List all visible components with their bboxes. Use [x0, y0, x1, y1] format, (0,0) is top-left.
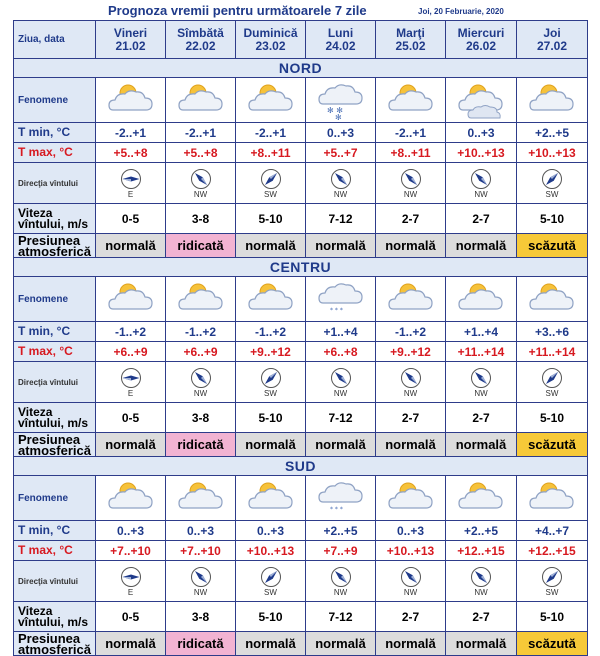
row-label-presiunea: Presiunea atmosferică — [14, 433, 96, 457]
pressure-value: normală — [96, 433, 166, 457]
tmax-value: +8..+11 — [376, 143, 446, 163]
weather-cell — [446, 78, 517, 123]
cloud-snow-light-icon — [306, 478, 375, 518]
wind-direction-cell — [166, 362, 236, 403]
wind-speed-value: 2-7 — [376, 403, 446, 433]
tmax-value: +5..+8 — [96, 143, 166, 163]
tmax-value: +10..+13 — [376, 541, 446, 561]
wind-speed-value: 0-5 — [96, 602, 166, 632]
pressure-value: normală — [446, 632, 517, 656]
svg-text:✻: ✻ — [334, 113, 342, 120]
day-name: Vineri — [113, 25, 148, 40]
partly-cloudy-icon — [166, 80, 235, 120]
row-label-viteza: Viteza vîntului, m/s — [14, 403, 96, 433]
day-header — [376, 21, 446, 59]
partly-cloudy-icon — [236, 279, 305, 319]
tmin-value: 0..+3 — [236, 521, 306, 541]
partly-cloudy-icon — [236, 80, 305, 120]
wind-direction-cell — [96, 163, 166, 204]
row-label-directia: Direcţia vîntului — [14, 561, 96, 602]
tmax-value: +10..+13 — [236, 541, 306, 561]
day-header — [166, 21, 236, 59]
row-label-fenomene: Fenomene — [14, 476, 96, 521]
wind-direction-cell — [517, 163, 588, 204]
weather-cell — [96, 277, 166, 322]
day-date: 21.02 — [115, 38, 146, 53]
compass-icon — [446, 566, 516, 588]
partly-cloudy-icon — [236, 478, 305, 518]
row-label-tmax: T max, °C — [14, 342, 96, 362]
tmin-value: +2..+5 — [306, 521, 376, 541]
tmin-value: -2..+1 — [166, 123, 236, 143]
day-header — [236, 21, 306, 59]
compass-icon — [236, 566, 305, 588]
phenomena-row — [14, 476, 588, 521]
wind-direction-cell — [306, 362, 376, 403]
wind-speed-value: 0-5 — [96, 204, 166, 234]
tmax-value: +10..+13 — [517, 143, 588, 163]
wind-speed-value: 5-10 — [517, 204, 588, 234]
wind-direction-cell — [376, 561, 446, 602]
pressure-row — [14, 433, 588, 457]
wind-direction-label: SW — [264, 388, 277, 398]
weather-cell — [236, 277, 306, 322]
tmin-value: +4..+7 — [517, 521, 588, 541]
pressure-value: scăzută — [517, 234, 588, 258]
day-header — [517, 21, 588, 59]
weather-cell — [96, 78, 166, 123]
partly-cloudy-icon — [446, 279, 516, 319]
compass-icon — [166, 367, 235, 389]
wind-direction-label: NW — [474, 189, 488, 199]
svg-text:* * *: * * * — [329, 307, 343, 314]
partly-cloudy-icon — [96, 478, 165, 518]
pressure-value: normală — [446, 433, 517, 457]
row-label-directia: Direcţia vîntului — [14, 163, 96, 204]
tmin-value: +1..+4 — [306, 322, 376, 342]
compass-icon — [96, 367, 165, 389]
wind-direction-label: SW — [545, 587, 559, 597]
wind-speed-value: 5-10 — [517, 602, 588, 632]
compass-icon — [517, 168, 587, 190]
weather-cell — [166, 78, 236, 123]
row-label-tmax: T max, °C — [14, 143, 96, 163]
day-header — [96, 21, 166, 59]
pressure-row — [14, 234, 588, 258]
weather-cell — [517, 277, 588, 322]
wind-speed-value: 7-12 — [306, 204, 376, 234]
wind-direction-label: E — [127, 388, 134, 398]
tmin-value: 0..+3 — [376, 521, 446, 541]
partly-cloudy-icon — [376, 478, 445, 518]
pressure-value: normală — [236, 234, 306, 258]
wind-direction-cell — [376, 163, 446, 204]
svg-text:✻ ✻: ✻ ✻ — [326, 106, 343, 115]
wind-speed-row — [14, 602, 588, 632]
wind-direction-label: NW — [193, 189, 208, 199]
weather-cell — [376, 476, 446, 521]
wind-direction-label: NW — [403, 189, 418, 199]
pressure-value: ridicată — [166, 234, 236, 258]
wind-speed-value: 2-7 — [446, 602, 517, 632]
wind-direction-cell — [166, 163, 236, 204]
pressure-value: normală — [446, 234, 517, 258]
tmax-value: +9..+12 — [376, 342, 446, 362]
wind-direction-label: NW — [403, 587, 418, 597]
region-name: CENTRU — [14, 258, 588, 277]
compass-icon — [166, 566, 235, 588]
row-label-viteza: Viteza vîntului, m/s — [14, 204, 96, 234]
wind-speed-value: 2-7 — [446, 403, 517, 433]
compass-icon — [376, 168, 445, 190]
forecast-table — [13, 20, 588, 656]
compass-icon — [306, 168, 375, 190]
wind-direction-label: SW — [545, 189, 559, 199]
phenomena-row — [14, 277, 588, 322]
wind-direction-row — [14, 561, 588, 602]
wind-direction-cell — [166, 561, 236, 602]
weather-cell — [376, 277, 446, 322]
partly-cloudy-icon — [517, 478, 587, 518]
row-label-tmin: T min, °C — [14, 322, 96, 342]
region-name: NORD — [14, 59, 588, 78]
phenomena-row — [14, 78, 588, 123]
row-label-tmin: T min, °C — [14, 123, 96, 143]
tmax-value: +6..+9 — [96, 342, 166, 362]
weather-cell — [236, 78, 306, 123]
partly-cloudy-icon — [166, 279, 235, 319]
compass-icon — [236, 367, 305, 389]
compass-icon — [96, 566, 165, 588]
wind-speed-value: 3-8 — [166, 602, 236, 632]
partly-cloudy-icon — [517, 80, 587, 120]
page-header — [0, 0, 600, 20]
wind-speed-value: 3-8 — [166, 403, 236, 433]
header-label: Ziua, data — [14, 21, 96, 59]
tmax-value: +11..+14 — [517, 342, 588, 362]
day-name: Duminică — [243, 25, 298, 40]
pressure-value: scăzută — [517, 632, 588, 656]
row-label-tmin: T min, °C — [14, 521, 96, 541]
wind-direction-label: SW — [264, 189, 277, 199]
wind-speed-row — [14, 204, 588, 234]
pressure-value: ridicată — [166, 433, 236, 457]
compass-icon — [376, 566, 445, 588]
tmax-value: +12..+15 — [517, 541, 588, 561]
tmin-value: -1..+2 — [166, 322, 236, 342]
wind-speed-value: 0-5 — [96, 403, 166, 433]
wind-direction-label: NW — [333, 388, 348, 398]
wind-direction-row — [14, 163, 588, 204]
compass-icon — [446, 367, 516, 389]
wind-speed-value: 3-8 — [166, 204, 236, 234]
wind-direction-label: NW — [403, 388, 418, 398]
pressure-value: normală — [236, 433, 306, 457]
tmin-value: 0..+3 — [306, 123, 376, 143]
day-name: Sîmbătă — [177, 25, 224, 40]
day-name: Luni — [327, 25, 354, 40]
tmin-value: -1..+2 — [96, 322, 166, 342]
compass-icon — [166, 168, 235, 190]
tmin-value: 0..+3 — [96, 521, 166, 541]
tmin-value: 0..+3 — [446, 123, 517, 143]
wind-speed-value: 5-10 — [236, 204, 306, 234]
weather-cell — [517, 78, 588, 123]
tmin-value: 0..+3 — [166, 521, 236, 541]
wind-speed-value: 2-7 — [376, 602, 446, 632]
partly-cloudy-icon — [517, 279, 587, 319]
tmax-value: +6..+8 — [306, 342, 376, 362]
partly-cloudy-icon — [376, 279, 445, 319]
tmin-value: -2..+1 — [96, 123, 166, 143]
cloud-snow-icon — [306, 80, 375, 120]
compass-icon — [517, 367, 587, 389]
wind-direction-cell — [446, 362, 517, 403]
tmax-value: +7..+9 — [306, 541, 376, 561]
svg-text:* * *: * * * — [329, 506, 343, 513]
pressure-value: scăzută — [517, 433, 588, 457]
wind-speed-value: 2-7 — [446, 204, 517, 234]
compass-icon — [236, 168, 305, 190]
weather-cell — [446, 277, 517, 322]
tmax-row — [14, 541, 588, 561]
wind-speed-value: 2-7 — [376, 204, 446, 234]
tmin-row — [14, 322, 588, 342]
cloudy-sun-icon — [446, 80, 516, 120]
pressure-value: ridicată — [166, 632, 236, 656]
day-date: 27.02 — [536, 38, 568, 53]
pressure-row — [14, 632, 588, 656]
tmax-value: +12..+15 — [446, 541, 517, 561]
partly-cloudy-icon — [446, 478, 516, 518]
pressure-value: normală — [96, 632, 166, 656]
wind-direction-cell — [96, 561, 166, 602]
day-date: 26.02 — [465, 38, 497, 53]
compass-icon — [517, 566, 587, 588]
tmin-row — [14, 123, 588, 143]
weather-cell — [166, 277, 236, 322]
pressure-value: normală — [376, 234, 446, 258]
row-label-fenomene: Fenomene — [14, 78, 96, 123]
tmax-value: +10..+13 — [446, 143, 517, 163]
day-header — [446, 21, 517, 59]
weather-cell — [517, 476, 588, 521]
tmax-value: +5..+8 — [166, 143, 236, 163]
weather-cell — [166, 476, 236, 521]
wind-speed-value: 7-12 — [306, 403, 376, 433]
pressure-value: normală — [236, 632, 306, 656]
weather-cell — [306, 78, 376, 123]
pressure-value: normală — [306, 632, 376, 656]
wind-speed-value: 5-10 — [517, 403, 588, 433]
tmax-value: +8..+11 — [236, 143, 306, 163]
tmax-row — [14, 342, 588, 362]
day-date: 25.02 — [395, 38, 426, 53]
wind-direction-label: NW — [333, 587, 348, 597]
partly-cloudy-icon — [166, 478, 235, 518]
day-date: 23.02 — [255, 38, 286, 53]
partly-cloudy-icon — [376, 80, 445, 120]
tmin-value: +2..+5 — [446, 521, 517, 541]
pressure-value: normală — [376, 632, 446, 656]
region-header-row — [14, 59, 588, 78]
wind-direction-label: SW — [545, 388, 559, 398]
wind-direction-label: E — [127, 587, 134, 597]
pressure-value: normală — [96, 234, 166, 258]
wind-direction-cell — [517, 362, 588, 403]
wind-direction-cell — [446, 163, 517, 204]
tmin-value: -2..+1 — [376, 123, 446, 143]
compass-icon — [96, 168, 165, 190]
row-label-presiunea: Presiunea atmosferică — [14, 632, 96, 656]
day-name: Miercuri — [457, 25, 505, 40]
tmin-value: +3..+6 — [517, 322, 588, 342]
wind-direction-row — [14, 362, 588, 403]
partly-cloudy-icon — [96, 80, 165, 120]
day-name: Joi — [543, 25, 561, 40]
wind-direction-cell — [236, 362, 306, 403]
compass-icon — [376, 367, 445, 389]
pressure-value: normală — [306, 433, 376, 457]
wind-speed-value: 5-10 — [236, 403, 306, 433]
compass-icon — [446, 168, 516, 190]
region-header-row — [14, 457, 588, 476]
day-header — [306, 21, 376, 59]
partly-cloudy-icon — [96, 279, 165, 319]
wind-direction-cell — [236, 561, 306, 602]
wind-direction-label: NW — [333, 189, 348, 199]
wind-speed-value: 5-10 — [236, 602, 306, 632]
weather-cell — [306, 476, 376, 521]
wind-speed-value: 7-12 — [306, 602, 376, 632]
tmin-value: -1..+2 — [376, 322, 446, 342]
tmax-value: +9..+12 — [236, 342, 306, 362]
weather-cell — [236, 476, 306, 521]
wind-direction-cell — [236, 163, 306, 204]
tmin-value: -2..+1 — [236, 123, 306, 143]
wind-direction-cell — [306, 561, 376, 602]
tmax-value: +6..+9 — [166, 342, 236, 362]
region-header-row — [14, 258, 588, 277]
wind-direction-label: NW — [474, 388, 488, 398]
wind-direction-label: NW — [193, 388, 208, 398]
tmax-row — [14, 143, 588, 163]
issue-date: Joi, 20 Februarie, 2020 — [418, 7, 504, 16]
tmin-value: +1..+4 — [446, 322, 517, 342]
header-row — [14, 21, 588, 59]
wind-direction-cell — [517, 561, 588, 602]
weather-cell — [306, 277, 376, 322]
wind-direction-label: SW — [264, 587, 277, 597]
compass-icon — [306, 367, 375, 389]
tmin-row — [14, 521, 588, 541]
tmin-value: -1..+2 — [236, 322, 306, 342]
tmax-value: +7..+10 — [96, 541, 166, 561]
row-label-viteza: Viteza vîntului, m/s — [14, 602, 96, 632]
cloud-snow-light-icon — [306, 279, 375, 319]
pressure-value: normală — [376, 433, 446, 457]
page-title: Prognoza vremii pentru următoarele 7 zile — [108, 3, 367, 18]
wind-direction-cell — [376, 362, 446, 403]
row-label-tmax: T max, °C — [14, 541, 96, 561]
tmax-value: +5..+7 — [306, 143, 376, 163]
row-label-fenomene: Fenomene — [14, 277, 96, 322]
weather-cell — [446, 476, 517, 521]
row-label-directia: Direcţia vîntului — [14, 362, 96, 403]
wind-direction-label: NW — [193, 587, 208, 597]
tmax-value: +7..+10 — [166, 541, 236, 561]
tmax-value: +11..+14 — [446, 342, 517, 362]
wind-direction-label: NW — [474, 587, 488, 597]
wind-direction-cell — [446, 561, 517, 602]
wind-direction-cell — [306, 163, 376, 204]
compass-icon — [306, 566, 375, 588]
wind-speed-row — [14, 403, 588, 433]
day-name: Marţi — [396, 25, 425, 40]
region-name: SUD — [14, 457, 588, 476]
day-date: 22.02 — [185, 38, 216, 53]
wind-direction-cell — [96, 362, 166, 403]
tmin-value: +2..+5 — [517, 123, 588, 143]
day-date: 24.02 — [325, 38, 356, 53]
weather-cell — [376, 78, 446, 123]
weather-cell — [96, 476, 166, 521]
pressure-value: normală — [306, 234, 376, 258]
row-label-presiunea: Presiunea atmosferică — [14, 234, 96, 258]
wind-direction-label: E — [127, 189, 134, 199]
